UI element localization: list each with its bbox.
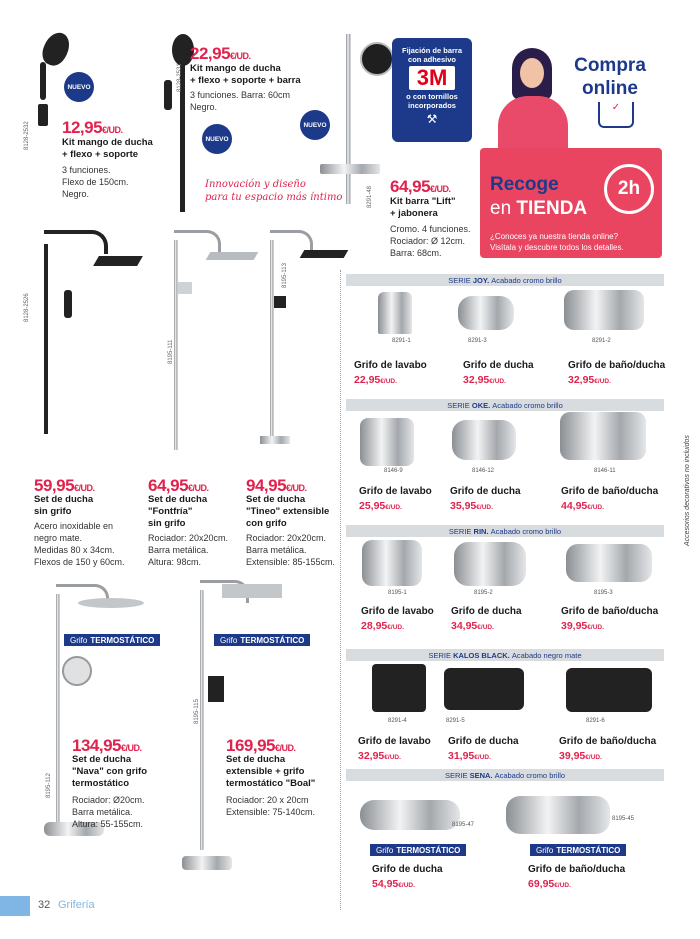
3m-logo: 3M — [409, 66, 455, 90]
faucet-price: 39,95€/UD. — [561, 620, 604, 632]
product-code: 8146-9 — [384, 468, 403, 474]
page-number: 32 — [38, 899, 51, 911]
product-code: 8291-4 — [388, 718, 407, 724]
thermostatic-label: Grifo TERMOSTÁTICO — [530, 844, 626, 856]
faucet-price: 31,95€/UD. — [448, 750, 491, 762]
faucet-image — [564, 290, 644, 330]
serie-bar-kalos-black: SERIE KALOS BLACK. Acabado negro mate — [346, 649, 664, 661]
thermostatic-faucet-image — [360, 800, 460, 830]
faucet-image — [454, 542, 526, 586]
faucet-price: 35,95€/UD. — [450, 500, 493, 512]
woman-illustration — [498, 48, 568, 152]
set-3-price: 94,95€/UD. — [246, 476, 307, 495]
thermostatic-faucet-image — [506, 796, 610, 834]
faucet-name: Grifo de lavabo — [354, 360, 427, 371]
set-4-name: Set de ducha "Nava" con grifo termostático — [72, 754, 147, 789]
kit-3-desc: Cromo. 4 funciones. Rociador: Ø 12cm. Barra: 68cm. — [390, 224, 471, 258]
online-question: ¿Conoces ya nuestra tienda online? Visítala y descubre todos los detalles. — [490, 232, 624, 252]
product-code: 8291-3 — [468, 338, 487, 344]
serie-bar-oke: SERIE OKE. Acabado cromo brillo — [346, 399, 664, 411]
faucet-name: Grifo de lavabo — [361, 606, 434, 617]
screw-icon: ⚒ — [426, 112, 438, 126]
faucet-price: 22,95€/UD. — [354, 374, 397, 386]
product-code: 8146-11 — [594, 468, 616, 474]
faucet-price: 54,95€/UD. — [372, 878, 415, 890]
3m-promo — [392, 38, 472, 142]
product-code: 8195-111 — [168, 339, 174, 364]
thermostatic-label: Grifo TERMOSTÁTICO — [370, 844, 466, 856]
3m-promo-line1: Fijación de barra con adhesivo — [401, 46, 463, 64]
thermostatic-label: Grifo TERMOSTÁTICO — [64, 634, 160, 646]
recoge-en-tienda: en TIENDA — [490, 198, 588, 219]
product-code: 8195-112 — [46, 773, 52, 798]
faucet-name: Grifo de baño/ducha — [559, 736, 657, 747]
faucet-image — [360, 418, 414, 466]
faucet-price: 69,95€/UD. — [528, 878, 571, 890]
faucet-price: 34,95€/UD. — [451, 620, 494, 632]
faucet-name: Grifo de ducha — [451, 606, 522, 617]
set-1-price: 59,95€/UD. — [34, 476, 95, 495]
faucet-price: 44,95€/UD. — [561, 500, 604, 512]
faucet-name: Grifo de baño/ducha — [528, 864, 626, 875]
faucet-price: 32,95€/UD. — [358, 750, 401, 762]
kit-1-price: 12,95€/UD. — [62, 118, 123, 137]
product-code: 8195-47 — [452, 822, 475, 828]
serie-bar-sena: SERIE SENA. Acabado cromo brillo — [346, 769, 664, 781]
kit-2-name: Kit mango de ducha + flexo + soporte + barra — [190, 63, 301, 86]
set-2-image — [150, 226, 260, 470]
faucet-name: Grifo de ducha — [450, 486, 521, 497]
faucet-name: Grifo de ducha — [463, 360, 534, 371]
side-note: Accesorios decorativos no incluidos — [684, 435, 691, 546]
product-code: 8291-48 — [367, 185, 373, 208]
recoge-text: Recoge — [490, 174, 559, 195]
set-2-price: 64,95€/UD. — [148, 476, 209, 495]
kit-3-image — [320, 34, 400, 204]
faucet-price: 32,95€/UD. — [568, 374, 611, 386]
faucet-image — [560, 412, 646, 460]
faucet-price: 32,95€/UD. — [463, 374, 506, 386]
product-code: 8195-45 — [612, 816, 635, 822]
faucet-image — [378, 292, 412, 334]
kit-1-name: Kit mango de ducha + flexo + soporte — [62, 137, 153, 160]
footer-bar — [0, 896, 30, 916]
kit-2-price: 22,95€/UD. — [190, 44, 251, 63]
kit-3-price: 64,95€/UD. — [390, 177, 451, 196]
faucet-image — [458, 296, 514, 330]
serie-bar-rin: SERIE RIN. Acabado cromo brillo — [346, 525, 664, 537]
set-5-price: 169,95€/UD. — [226, 736, 296, 755]
faucet-price: 39,95€/UD. — [559, 750, 602, 762]
set-4-price: 134,95€/UD. — [72, 736, 142, 755]
new-badge: NUEVO — [300, 110, 330, 140]
faucet-image — [452, 420, 516, 460]
set-5-name: Set de ducha extensible + grifo termostático "Boal" — [226, 754, 316, 789]
set-1-image — [30, 224, 150, 444]
faucet-name: Grifo de ducha — [448, 736, 519, 747]
faucet-image — [444, 668, 524, 710]
online-promo[interactable] — [480, 38, 662, 258]
set-3-name: Set de ducha "Tineo" extensible con grifo — [246, 494, 330, 529]
product-code: 8291-6 — [586, 718, 605, 724]
kit-3-name: Kit barra "Lift" + jabonera — [390, 196, 456, 219]
section-name: Grifería — [58, 899, 95, 911]
set-3-image — [256, 226, 356, 470]
faucet-name: Grifo de lavabo — [358, 736, 431, 747]
faucet-name: Grifo de ducha — [372, 864, 443, 875]
faucet-image — [566, 544, 652, 582]
product-code: 8195-3 — [594, 590, 613, 596]
product-code: 8195-113 — [282, 263, 288, 288]
faucet-price: 28,95€/UD. — [361, 620, 404, 632]
product-code: 8128-2531 — [177, 63, 183, 92]
online-title: Compra online — [574, 55, 646, 99]
set-5-desc: Rociador: 20 x 20cm Extensible: 75-140cm. — [226, 795, 316, 817]
new-badge: NUEVO — [202, 124, 232, 154]
serie-bar-joy: SERIE JOY. Acabado cromo brillo — [346, 274, 664, 286]
faucet-name: Grifo de baño/ducha — [561, 606, 659, 617]
cart-icon: ✓ — [598, 102, 634, 128]
faucet-name: Grifo de baño/ducha — [568, 360, 666, 371]
product-code: 8291-1 — [392, 338, 411, 344]
set-3-desc: Rociador: 20x20cm. Barra metálica. Extensible: 85-155cm. — [246, 533, 336, 567]
3m-promo-line2: o con tornillos incorporados — [406, 92, 458, 110]
column-divider — [340, 270, 341, 910]
product-code: 8146-12 — [472, 468, 495, 474]
set-1-name: Set de ducha sin grifo — [34, 494, 94, 517]
set-2-name: Set de ducha "Fontfría" sin grifo — [148, 494, 208, 529]
kit-2-desc: 3 funciones. Barra: 60cm Negro. — [190, 90, 291, 112]
product-code: 8128-2526 — [24, 293, 30, 322]
set-1-desc: Acero inoxidable en negro mate. Medidas 80 x 34cm. Flexos de 150 y 60cm. — [34, 521, 125, 567]
set-4-desc: Rociador: Ø20cm. Barra metálica. Altura: 55-155cm. — [72, 795, 145, 829]
new-badge: NUEVO — [64, 72, 94, 102]
faucet-image — [372, 664, 426, 712]
faucet-name: Grifo de lavabo — [359, 486, 432, 497]
thermostatic-label: Grifo TERMOSTÁTICO — [214, 634, 310, 646]
product-code: 8195-2 — [474, 590, 493, 596]
kit-1-desc: 3 funciones. Flexo de 150cm. Negro. — [62, 165, 129, 199]
product-code: 8195-1 — [388, 590, 407, 596]
product-code: 8291-5 — [446, 718, 465, 724]
faucet-image — [362, 540, 422, 586]
product-code: 8291-2 — [592, 338, 611, 344]
set-2-desc: Rociador: 20x20cm. Barra metálica. Altura: 98cm. — [148, 533, 229, 567]
tagline: Innovación y diseño para tu espacio más íntimo — [205, 179, 343, 203]
product-code: 8195-115 — [194, 699, 200, 724]
product-code: 8128-2532 — [24, 121, 30, 150]
faucet-price: 25,95€/UD. — [359, 500, 402, 512]
faucet-image — [566, 668, 652, 712]
faucet-name: Grifo de baño/ducha — [561, 486, 659, 497]
2h-badge: 2h — [604, 164, 654, 214]
